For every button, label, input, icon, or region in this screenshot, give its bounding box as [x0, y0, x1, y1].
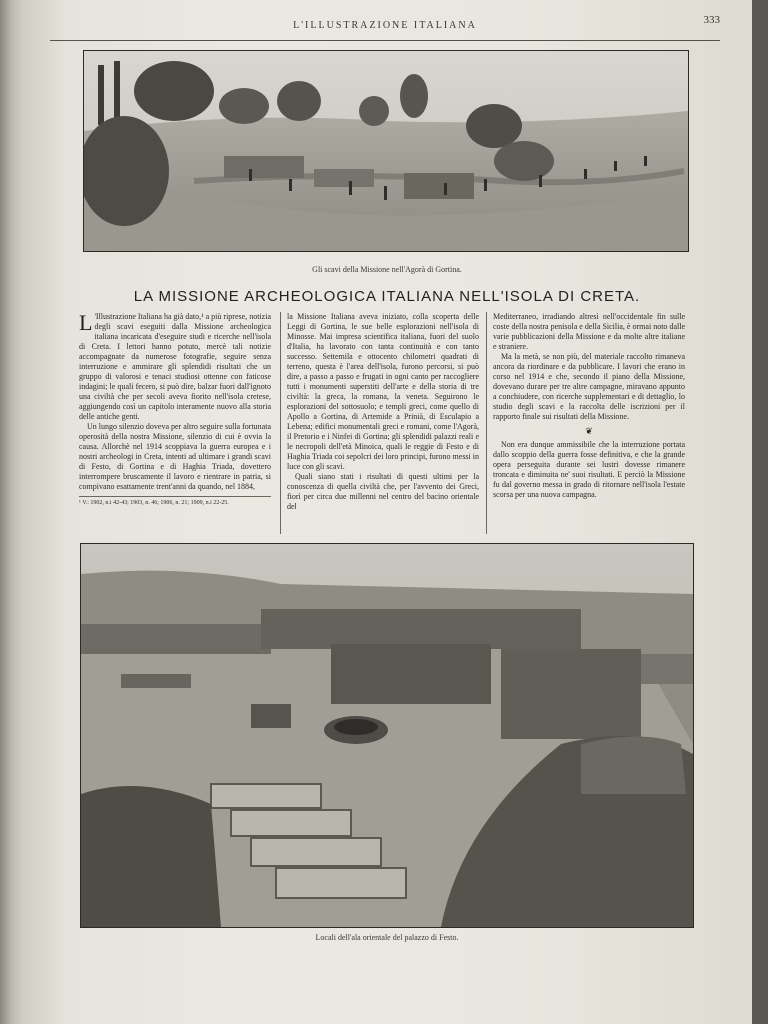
caption-bottom-photo: Locali dell'ala orientale del palazzo di Festo.	[315, 933, 459, 942]
paragraph: 'Illustrazione Italiana ha già dato,¹ a più riprese, notizia degli scavi eseguiti dalla Missione archeologica italiana incaricata d'eseguire studi e ricerche nell'isola di Creta. I lettori hanno potuto, mercè tali notizie accompagnate da numerose fotografie, seguire senza interruzione e ammirare gli splendidi risultati che un gruppo di valorosi e tenaci studiosi ottenne con faticose indagini; le quali fecero, si può dire, balzar fuori dall'ignoto una civiltà che per secoli aveva fiorito nell'isola cretese, aggiungendo così un capitolo interamente nuovo alla storia delle antiche genti.	[79, 312, 271, 421]
photo-palazzo-festo	[80, 543, 694, 928]
column-rule	[486, 312, 487, 534]
page-header	[50, 14, 720, 41]
column-3	[493, 312, 685, 534]
page-number: 333	[703, 14, 720, 26]
paragraph: Ma la metà, se non più, del materiale raccolto rimaneva ancora da riordinare e da pubblicare. I lavori che erano in corso nel 1914 e che, secondo il piano della Missione, dovevano durare per tre altre campagne, miravano appunto a conchiudere, con ricerche supplementari e di dettaglio, lo studio degli scavi e la raccolta delle iscrizioni per il rapporto finale sui risultati della Missione.	[493, 352, 685, 421]
fleuron-ornament: ❦	[585, 426, 593, 436]
column-rule	[280, 312, 281, 534]
drop-cap: L	[79, 312, 93, 335]
caption-top-photo: Gli scavi della Missione nell'Agorà di Gortina.	[312, 265, 462, 274]
paragraph: Non era dunque ammissibile che la interruzione portata dallo scoppio della guerra fosse definitiva, e che la grande opera perseguita durante sei lustri dovesse rimanere troncata e diminuita ne' suoi risultati. E perciò la Missione fu dal governo messa in grado di ritornare nell'isola l'estate scorsa per una nuova campagna.	[493, 440, 685, 499]
footnote: ¹ V.: 1902, n.i 42-43; 1903, n. 46; 1906, n. 21; 1909, n.i 22-25.	[79, 496, 271, 507]
article-headline: LA MISSIONE ARCHEOLOGICA ITALIANA NELL'ISOLA DI CRETA.	[133, 288, 641, 305]
paragraph: Un lungo silenzio doveva per altro seguire sulla fortunata operosità della nostra Missione, silenzio di cui è ovvia la causa. Allorchè nel 1914 scoppiava la guerra europea e i nostri archeologi in Creta, intenti ad ultimare i grandi scavi di Festo, di Gortina e di Haghia Triada, dovettero interrompere bruscamente il lavoro e rientrare in patria, si compivano esattamente trent'anni da quando, nel 1884,	[79, 422, 271, 491]
column-1	[79, 312, 271, 534]
paragraph: la Missione Italiana aveva iniziato, colla scoperta delle Leggi di Gortina, le sue belle esplorazioni nell'isola di Minosse. Mai impresa scientifica italiana, fuori del suolo d'Italia, ha lavorato con tanta continuità e con tanto successo. Settemila e ottocento chilometri quadrati di terreno, questa è l'area dell'isola, furono percorsi, si può dire, a passo a passo e frugati in ogni canto per raccogliere tutti i monumenti superstiti dell'arte e della storia di tre civiltà: la greca, la romana, la veneta. Seguirono le esplorazioni del sottosuolo; e templi greci, come quello di Apollo a Gortina, di Artemide a Prinià, di Esculapio a Lebena; edifici monumentali greci e romani, come l'Agorà, il Pretorio e i Ninfei di Gortina; gli splendidi palazzi reali e le necropoli dell'età Minoica, quali le reggie di Festo e di Haghia Triada coi sepolcri dei loro principi, furono messi in luce con gli scavi.	[287, 312, 479, 471]
photo-agora-gortina	[83, 50, 689, 252]
magazine-page	[22, 0, 752, 1024]
paragraph: Mediterraneo, irradiando altresì nell'occidentale fin sulle coste della nostra penisola e della Sicilia, è ormai noto dalle varie pubblicazioni della Missione e da molte altre italiane e straniere.	[493, 312, 685, 351]
paragraph: Quali siano stati i risultati di questi ultimi per la conoscenza di quella civiltà che, per l'avvento dei Greci, fiorì per circa due millenni nel centro del bacino orientale del	[287, 472, 479, 511]
article-body	[79, 312, 694, 534]
column-2	[287, 312, 479, 534]
running-title: L'ILLUSTRAZIONE ITALIANA	[293, 20, 477, 31]
